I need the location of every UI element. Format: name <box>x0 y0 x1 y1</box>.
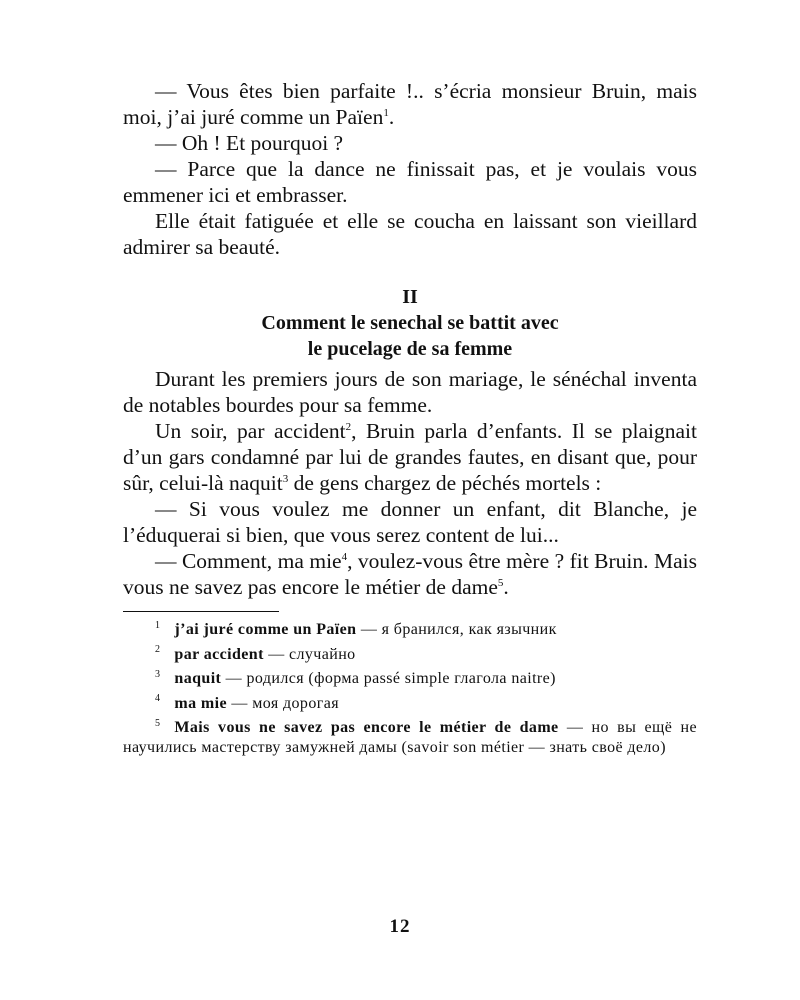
paragraph-text: , voulez-vous être mère ? fit Bruin. Mais vous ne savez pas encore le métier de dame <box>123 549 697 599</box>
book-page <box>123 78 697 762</box>
paragraph-text: . <box>503 575 509 599</box>
footnote-text: — я бранился, как язычник <box>356 621 557 638</box>
chapter-title-line: Comment le senechal se battit avec <box>261 312 559 334</box>
footnote-text: — родился (форма passé simple глагола naitre) <box>221 670 556 687</box>
paragraph-text: — Vous êtes bien parfaite !.. s’écria monsieur Bruin, mais moi, j’ai juré comme un Païen <box>123 79 697 129</box>
paragraph: — Oh ! Et pourquoi ? <box>155 131 344 155</box>
paragraph-text: Un soir, par accident <box>155 419 346 443</box>
footnote <box>123 718 697 757</box>
footnote-mark: 5 <box>155 717 161 729</box>
footnote-divider <box>123 611 279 612</box>
paragraph-text: — Comment, ma mie <box>155 549 342 573</box>
footnote-term: ma mie <box>174 694 228 712</box>
footnote-text: — но вы ещё не научились мастерству замужней дамы (savoir son métier — знать своё дело) <box>123 719 697 756</box>
footnote-term: j’ai juré comme un Païen <box>174 621 357 638</box>
paragraph: — Si vous voulez me donner un enfant, dit Blanche, je l’éduquerai si bien, que vous serez content de lui... <box>123 497 697 547</box>
footnote-term: Mais vous ne savez pas encore le métier de dame <box>174 719 559 736</box>
chapter-title-line: le pucelage de sa femme <box>307 338 513 360</box>
chapter-text <box>123 366 697 600</box>
footnote-ref: 2 <box>345 420 352 433</box>
footnote <box>123 620 697 640</box>
footnote-ref: 1 <box>383 106 389 119</box>
footnote-ref: 4 <box>341 550 348 563</box>
intro-text <box>123 78 697 260</box>
footnote-term: par accident <box>174 645 264 663</box>
footnote <box>123 669 697 689</box>
paragraph-text: . <box>388 105 395 129</box>
chapter-number: II <box>402 286 418 308</box>
paragraph-text: de gens chargez de péchés mortels : <box>288 471 602 495</box>
paragraph <box>123 78 697 130</box>
footnote-text: — моя дорогая <box>227 694 339 712</box>
footnote-mark: 3 <box>155 668 161 680</box>
chapter-heading <box>123 284 697 362</box>
footnote-mark: 2 <box>155 644 161 656</box>
footnote <box>123 694 697 714</box>
paragraph <box>123 418 697 496</box>
paragraph-text: , Bruin parla d’enfants. Il se plaignait d’un gars condamné par lui de grandes fautes, en disant que, pour sûr, celui-là naquit <box>123 419 697 495</box>
footnote-text: — случайно <box>263 645 356 663</box>
footnote-ref: 5 <box>497 576 504 589</box>
footnote-mark: 4 <box>155 693 161 705</box>
footnote-mark: 1 <box>155 619 161 631</box>
paragraph <box>123 548 697 600</box>
footnotes <box>123 620 697 757</box>
paragraph: Durant les premiers jours de son mariage, le sénéchal inventa de notables bourdes pour sa femme. <box>123 367 697 417</box>
footnote-ref: 3 <box>282 472 289 485</box>
page-number: 12 <box>389 916 411 937</box>
footnote-term: naquit <box>174 670 222 687</box>
paragraph: Elle était fatiguée et elle se coucha en laissant son vieillard admirer sa beauté. <box>123 209 697 259</box>
footnote <box>123 645 697 665</box>
paragraph: — Parce que la dance ne finissait pas, et je voulais vous emmener ici et embrasser. <box>123 157 697 207</box>
